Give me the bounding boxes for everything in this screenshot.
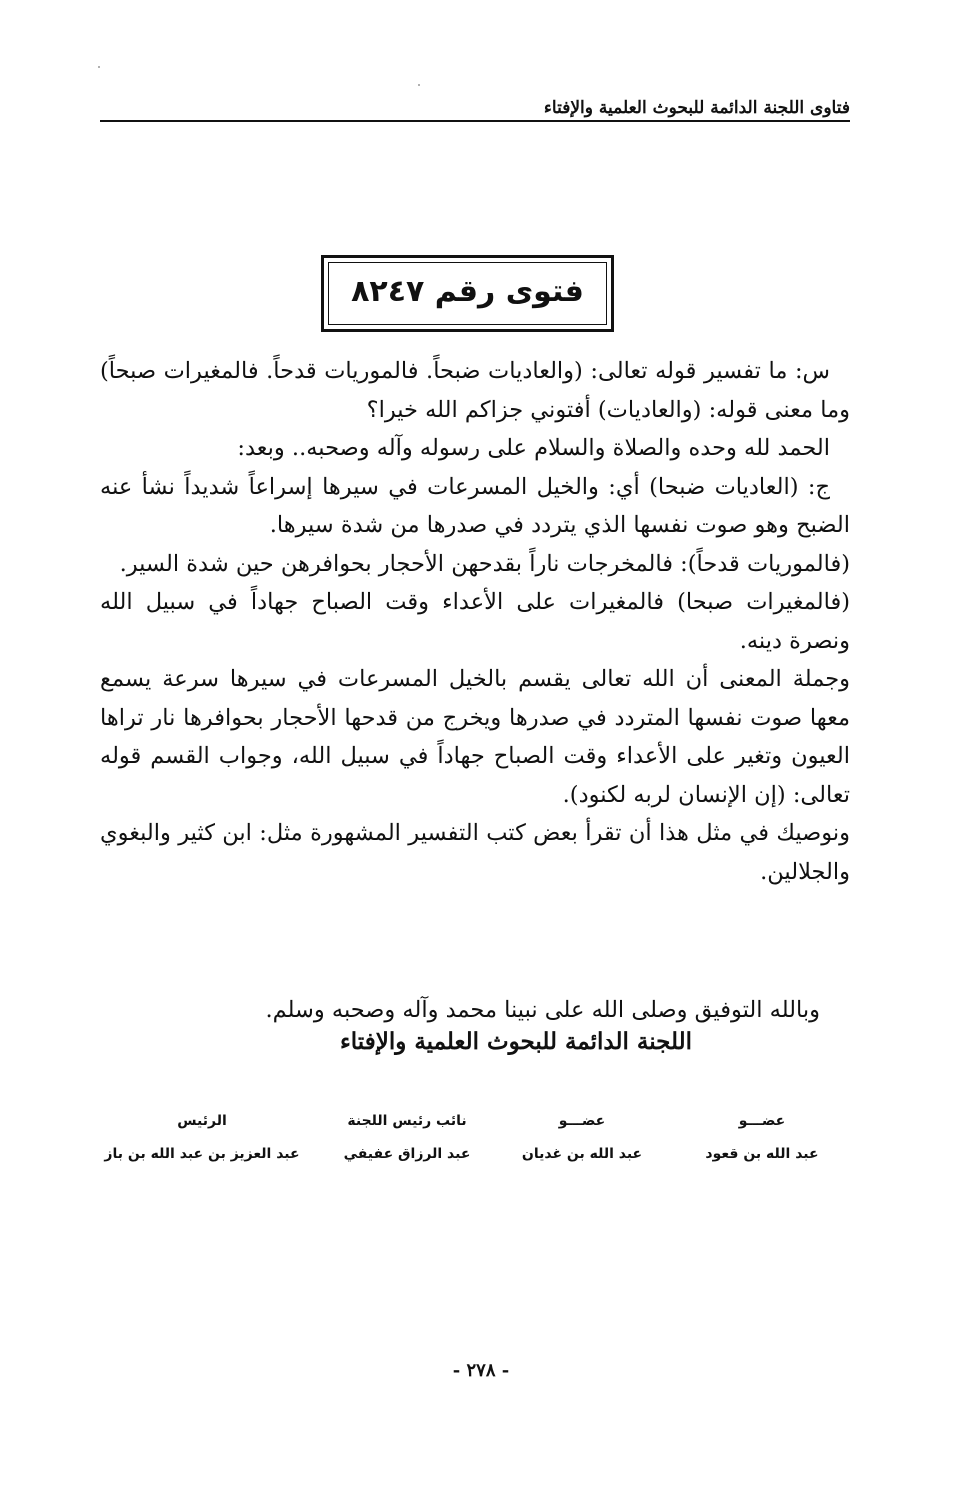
scan-speck: [98, 66, 100, 68]
answer-paragraph-1: ج: (العاديات ضبحا) أي: والخيل المسرعات في سيرها إسراعاً شديداً نشأ عنه الضبح وهو صوت نفسها الذي يتردد في صدرها من شدة سيرها.: [100, 473, 850, 538]
page-number: - ٢٧٨ -: [452, 1360, 510, 1381]
signatory-name: عبد الرزاق عفيفي: [343, 1146, 471, 1162]
signatory-role: عضـــو: [558, 1113, 606, 1129]
header-rule: [100, 120, 850, 122]
signatory-role: عضـــو: [738, 1113, 786, 1129]
praise-paragraph: الحمد لله وحده والصلاة والسلام على رسوله وآله وصحبه.. وبعد:: [237, 435, 830, 461]
signatory-name: عبد الله بن قعود: [705, 1146, 819, 1162]
committee-name: اللجنة الدائمة للبحوث العلمية والإفتاء: [339, 1028, 692, 1055]
signatory-name: عبد العزيز بن عبد الله بن باز: [104, 1146, 300, 1162]
signatory-chairman: [102, 1110, 302, 1166]
answer-paragraph-3: (فالمغيرات صبحا) فالمغيرات على الأعداء وقت الصباح جهاداً في سبيل الله ونصرة دينه.: [100, 589, 850, 654]
fatwa-number: فتوى رقم ٨٢٤٧: [351, 274, 584, 309]
fatwa-number-box: [321, 255, 614, 332]
running-title: فتاوى اللجنة الدائمة للبحوث العلمية والإفتاء: [538, 98, 850, 118]
closing-blessing: [100, 991, 820, 1029]
blessing-text: وبالله التوفيق وصلى الله على نبينا محمد وآله وصحبه وسلم.: [265, 997, 820, 1023]
scan-speck: [418, 84, 420, 86]
signatories: [104, 1110, 822, 1170]
fatwa-body: [100, 352, 850, 891]
signatory-member-1: [702, 1110, 822, 1166]
signatory-role: الرئيس: [177, 1113, 227, 1129]
running-header: [100, 96, 850, 130]
signatory-deputy-chairman: [342, 1110, 472, 1166]
answer-paragraph-5: ونوصيك في مثل هذا أن تقرأ بعض كتب التفسير المشهورة مثل: ابن كثير والبغوي والجلالين.: [100, 820, 850, 885]
question-paragraph: س: ما تفسير قوله تعالى: (والعاديات ضبحاً. فالموريات قدحاً. فالمغيرات صبحاً) وما معنى قوله: (والعاديات) أفتوني جزاكم الله خيرا؟: [100, 358, 850, 423]
signatory-member-2: [517, 1110, 647, 1166]
signatory-role: نائب رئيس اللجنة: [347, 1113, 467, 1129]
signatory-name: عبد الله بن غديان: [521, 1146, 643, 1162]
answer-paragraph-2: (فالموريات قدحاً): فالمخرجات ناراً بقدحهن الأحجار بحوافرهن حين شدة السير.: [119, 550, 850, 577]
answer-paragraph-4: وجملة المعنى أن الله تعالى يقسم بالخيل المسرعات في سيرها سرعة يسمع معها صوت نفسها المتردد في صدرها ويخرج من قدحها الأحجار بحوافرها نار تراها العيون وتغير على الأعداء وقت الصباح جهاداً في سبيل الله، وجواب القسم قوله تعالى: (إن الإنسان لربه لكنود).: [100, 666, 850, 808]
